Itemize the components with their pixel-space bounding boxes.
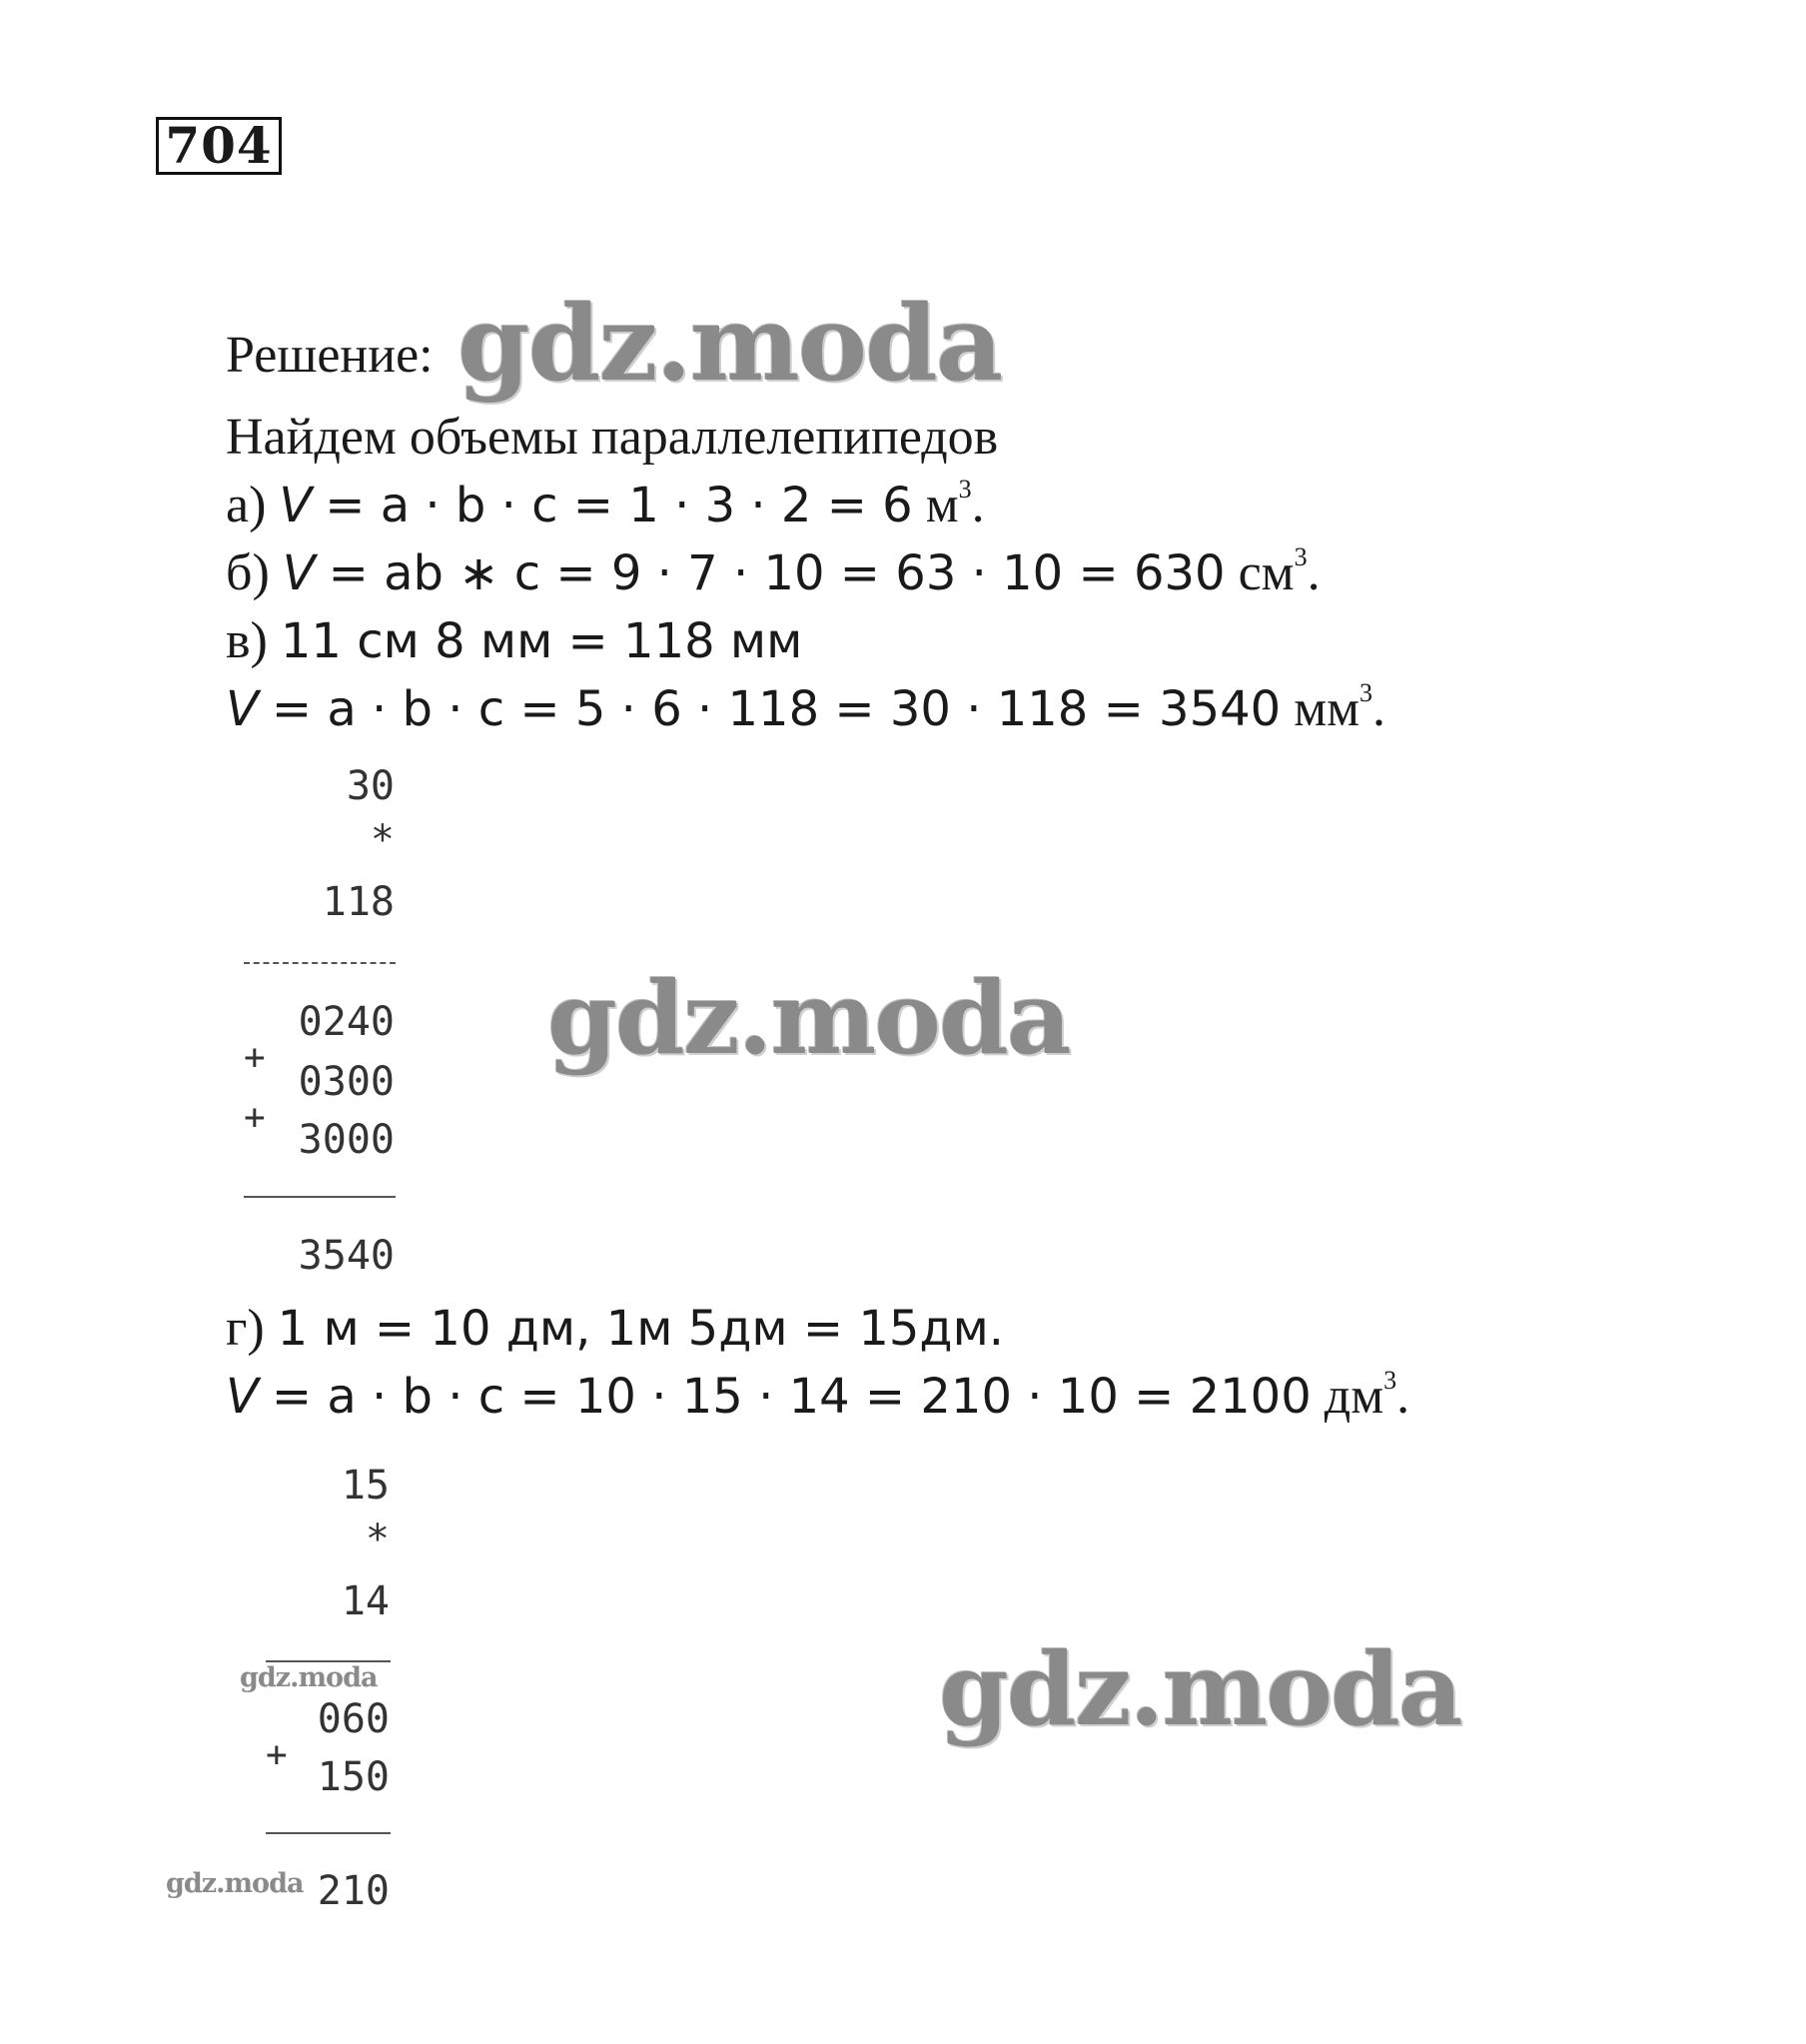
intro-text: Найдем объемы параллелепипедов — [226, 409, 999, 466]
watermark-2: gdz.moda — [547, 959, 1070, 1077]
calc1-rule-top — [244, 962, 396, 964]
calc1-result: 3540 — [298, 1233, 395, 1279]
part-a — [226, 476, 985, 535]
watermark-small-1: gdz.moda — [240, 1662, 378, 1693]
watermark-1: gdz.moda — [457, 282, 1002, 405]
part-a-end: . — [971, 477, 985, 533]
part-a-label: а) — [226, 477, 267, 533]
part-g-conversion-line — [226, 1299, 1004, 1359]
calc1-multiplier: 118 — [322, 879, 395, 925]
part-v-power: 3 — [1359, 678, 1373, 707]
part-a-unit: м — [925, 477, 959, 533]
part-v-unit: мм — [1294, 680, 1360, 737]
part-a-power: 3 — [958, 475, 972, 504]
calc1-plus-2: + — [244, 1097, 266, 1138]
watermark-small-2: gdz.moda — [166, 1868, 304, 1899]
calc2-multiplier: 14 — [341, 1578, 390, 1624]
part-g-label: г) — [226, 1300, 265, 1357]
part-v-lhs: V — [226, 681, 259, 737]
calc1-partial-3: 3000 — [298, 1117, 395, 1163]
calc2-operator: * — [365, 1517, 390, 1562]
calc1-plus-1: + — [244, 1037, 266, 1078]
problem-number: 704 — [156, 117, 282, 175]
part-g-unit: дм — [1324, 1368, 1384, 1425]
part-b-lhs: V — [282, 545, 316, 601]
calc1-partial-1: 0240 — [298, 999, 395, 1045]
part-b-expr: = ab ∗ c = 9 · 7 · 10 = 63 · 10 = 630 — [328, 545, 1226, 601]
calc2-plus: + — [266, 1734, 288, 1775]
calc1-partial-2: 0300 — [298, 1059, 395, 1105]
calc1-multiplicand: 30 — [346, 763, 395, 809]
part-a-lhs: V — [279, 478, 313, 533]
watermark-3: gdz.moda — [939, 1630, 1461, 1748]
part-v-volume — [226, 679, 1385, 739]
calc1-rule-bottom — [244, 1196, 396, 1198]
part-g-volume — [226, 1367, 1409, 1427]
calc2-multiplicand: 15 — [341, 1463, 390, 1509]
part-a-expr: = a · b · c = 1 · 3 · 2 = 6 — [325, 478, 913, 533]
part-v-conversion-line — [226, 611, 802, 671]
solution-heading: Решение: — [226, 327, 434, 384]
part-g-end: . — [1396, 1368, 1410, 1425]
calc1-operator: * — [370, 817, 395, 863]
calc2-rule-bottom — [266, 1832, 391, 1834]
part-g-power: 3 — [1383, 1366, 1397, 1395]
part-v-end: . — [1372, 680, 1386, 737]
part-g-lhs: V — [226, 1369, 259, 1425]
part-b-power: 3 — [1294, 542, 1308, 571]
part-b — [226, 543, 1321, 603]
part-b-end: . — [1307, 544, 1321, 601]
part-v-label: в) — [226, 612, 268, 669]
part-b-label: б) — [226, 544, 270, 601]
part-b-unit: см — [1238, 544, 1295, 601]
calc2-partial-1: 060 — [317, 1696, 390, 1742]
calc2-result: 210 — [317, 1868, 390, 1914]
part-v-expr: = a · b · c = 5 · 6 · 118 = 30 · 118 = 3540 — [271, 681, 1282, 737]
part-g-conversion: 1 м = 10 дм, 1м 5дм = 15дм. — [277, 1301, 1005, 1357]
part-v-conversion: 11 см 8 мм = 118 мм — [280, 613, 803, 669]
part-g-expr: = a · b · c = 10 · 15 · 14 = 210 · 10 = 2100 — [271, 1369, 1312, 1425]
calc2-partial-2: 150 — [317, 1754, 390, 1800]
